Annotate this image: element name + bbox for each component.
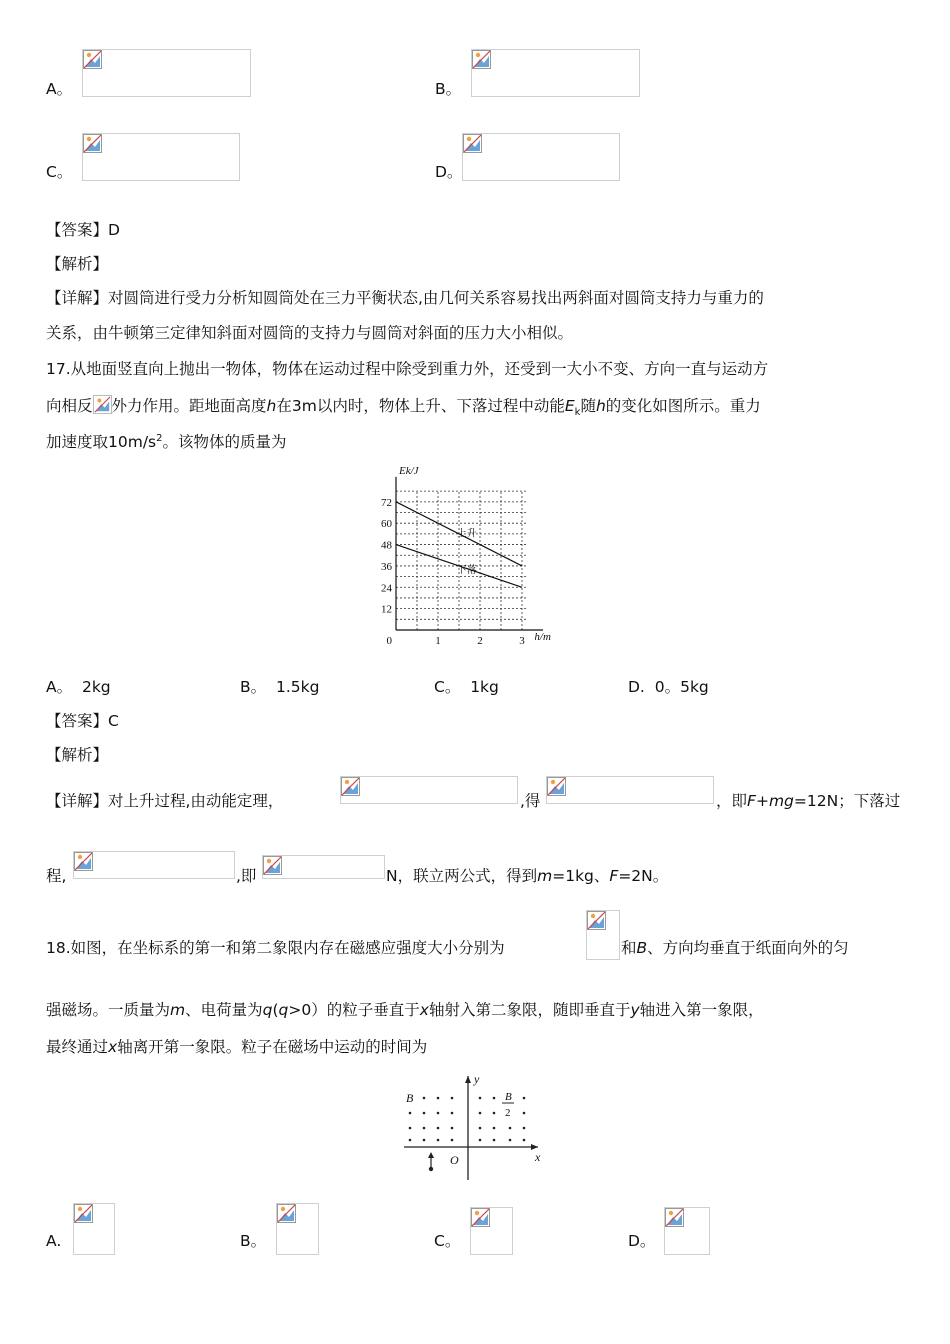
formula-image-4 — [262, 855, 385, 879]
formula-image-2 — [546, 776, 714, 804]
broken-image-icon — [463, 134, 482, 153]
field-dot — [523, 1112, 526, 1115]
right-field-numerator: B — [505, 1091, 512, 1103]
x-axis-label: h/m — [534, 631, 551, 643]
field-dot — [451, 1097, 454, 1100]
q18-option-d-label: D。 — [628, 1232, 656, 1250]
q18-stem-line1-a: 18.如图，在坐标系的第一和第二象限内存在磁感应强度大小分别为 — [46, 939, 505, 957]
field-dot — [523, 1139, 526, 1142]
field-dot — [523, 1127, 526, 1130]
field-dot — [509, 1139, 512, 1142]
field-dot — [409, 1112, 412, 1115]
y-tick-label: 24 — [381, 582, 392, 595]
particle-dot — [429, 1167, 433, 1171]
q16-answer: 【答案】D — [46, 221, 120, 239]
q18-option-d-image — [664, 1207, 710, 1255]
field-dot — [409, 1127, 412, 1130]
field-dot — [479, 1127, 482, 1130]
y-axis-label: y — [474, 1072, 480, 1086]
q16-detail-line1: 【详解】对圆筒进行受力分析知圆筒处在三力平衡状态,由几何关系容易找出两斜面对圆筒支持力与重力的 — [46, 289, 764, 307]
broken-image-icon — [471, 1208, 490, 1227]
q16-detail-line2: 关系，由牛顿第三定律知斜面对圆筒的支持力与圆筒对斜面的压力大小相似。 — [46, 324, 574, 342]
broken-image-icon — [94, 396, 111, 413]
x-tick-label: 3 — [519, 635, 525, 647]
q16-option-d-label: D。 — [435, 163, 463, 181]
q16-option-b-label: B。 — [435, 80, 462, 98]
q17-detail2-c: N，联立两公式，得到m=1kg、F=2N。 — [386, 867, 669, 885]
x-tick-label: 0 — [386, 635, 392, 647]
y-tick-label: 36 — [381, 560, 392, 573]
q18-stem-line1-b: 和B、方向均垂直于纸面向外的匀 — [621, 939, 849, 957]
q17-analysis-heading: 【解析】 — [46, 746, 109, 764]
q17-stem-line3: 加速度取$10m/s^2$。该物体的质量为 — [46, 432, 287, 451]
broken-image-icon — [665, 1208, 684, 1227]
q16-analysis-heading: 【解析】 — [46, 255, 109, 273]
q17-option-a: A。 2kg — [46, 678, 111, 696]
broken-image-icon — [341, 777, 360, 796]
q18-option-a-image — [73, 1203, 115, 1255]
series-label: 下落 — [456, 565, 477, 577]
q17-stem-line1: 17.从地面竖直向上抛出一物体，物体在运动过程中除受到重力外，还受到一大小不变、方向一直与运动方 — [46, 360, 769, 378]
chart-axes — [396, 477, 543, 630]
q18-option-b-image — [276, 1203, 319, 1255]
field-dot — [451, 1112, 454, 1115]
field-dot — [423, 1127, 426, 1130]
broken-image-icon — [74, 1204, 93, 1223]
field-dot — [409, 1139, 412, 1142]
origin-label: O — [450, 1153, 459, 1167]
q17-option-d: D. 0。5kg — [628, 678, 709, 696]
broken-image-icon — [83, 134, 102, 153]
q16-option-a-label: A。 — [46, 80, 73, 98]
q16-option-c-label: C。 — [46, 163, 73, 181]
q18-stem-line2: 强磁场。一质量为m、电荷量为q(q>0）的粒子垂直于x轴射入第二象限，随即垂直于y轴进入第一象限， — [46, 1001, 764, 1019]
q18-b-half-image — [586, 910, 620, 960]
field-dot — [493, 1127, 496, 1130]
field-dot — [437, 1127, 440, 1130]
q18-magnetic-field-figure — [398, 1068, 548, 1186]
q17-detail-b: ,得 — [520, 792, 541, 810]
field-dot — [437, 1112, 440, 1115]
series-label: 上升 — [456, 528, 477, 540]
y-tick-label: 60 — [381, 518, 392, 531]
y-tick-label: 48 — [381, 539, 392, 552]
q18-option-a-label: A. — [46, 1232, 62, 1250]
field-dot — [479, 1112, 482, 1115]
q18-option-b-label: B。 — [240, 1232, 267, 1250]
q17-ek-h-chart — [376, 462, 576, 648]
particle-arrow — [428, 1152, 434, 1158]
formula-image-3 — [73, 851, 235, 879]
y-tick-label: 72 — [381, 496, 392, 509]
field-dot — [479, 1139, 482, 1142]
q16-option-d-image — [462, 133, 620, 181]
field-dot — [509, 1127, 512, 1130]
q16-option-c-image — [82, 133, 240, 181]
y-axis-arrow — [465, 1076, 471, 1083]
x-tick-label: 1 — [435, 635, 441, 647]
y-axis-label: Ek/J — [399, 465, 419, 477]
field-dot — [451, 1127, 454, 1130]
q17-stem-line2: 向相反 外力作用。距地面高度h在3m以内时，物体上升、下落过程中动能$E_k$随h的变化如图所示。重力 — [46, 397, 761, 419]
broken-image-icon — [83, 50, 102, 69]
y-tick-label: 12 — [381, 603, 392, 616]
broken-image-icon — [472, 50, 491, 69]
formula-image-1 — [340, 776, 518, 804]
left-field-label: B — [406, 1091, 414, 1105]
q18-stem-line3: 最终通过x轴离开第一象限。粒子在磁场中运动的时间为 — [46, 1038, 428, 1056]
field-dot — [479, 1097, 482, 1100]
q18-option-c-image — [470, 1207, 513, 1255]
broken-image-icon — [547, 777, 566, 796]
q17-detail2-a: 程, — [46, 867, 67, 885]
broken-image-icon — [277, 1204, 296, 1223]
q17-detail2-b: ,即 — [236, 867, 257, 885]
q18-option-c-label: C。 — [434, 1232, 461, 1250]
q16-option-b-image — [471, 49, 640, 97]
field-dot — [437, 1139, 440, 1142]
inline-broken-image — [93, 395, 112, 414]
q17-option-c: C。 1kg — [434, 678, 499, 696]
field-dot — [423, 1112, 426, 1115]
x-tick-label: 2 — [477, 635, 483, 647]
field-dot — [523, 1097, 526, 1100]
field-dot — [493, 1097, 496, 1100]
broken-image-icon — [263, 856, 282, 875]
field-dot — [423, 1139, 426, 1142]
q17-detail-c: ，即F+mg=12N；下落过 — [716, 792, 901, 810]
field-dot — [437, 1097, 440, 1100]
right-field-denominator: 2 — [505, 1107, 511, 1119]
q17-option-b: B。 1.5kg — [240, 678, 320, 696]
field-dot — [423, 1097, 426, 1100]
field-dot — [493, 1139, 496, 1142]
broken-image-icon — [74, 852, 93, 871]
q17-detail-a: 【详解】对上升过程,由动能定理， — [46, 792, 284, 810]
field-dot — [451, 1139, 454, 1142]
q16-option-a-image — [82, 49, 251, 97]
x-axis-label: x — [535, 1150, 541, 1164]
field-dot — [493, 1112, 496, 1115]
broken-image-icon — [587, 911, 606, 930]
q17-answer: 【答案】C — [46, 712, 119, 730]
